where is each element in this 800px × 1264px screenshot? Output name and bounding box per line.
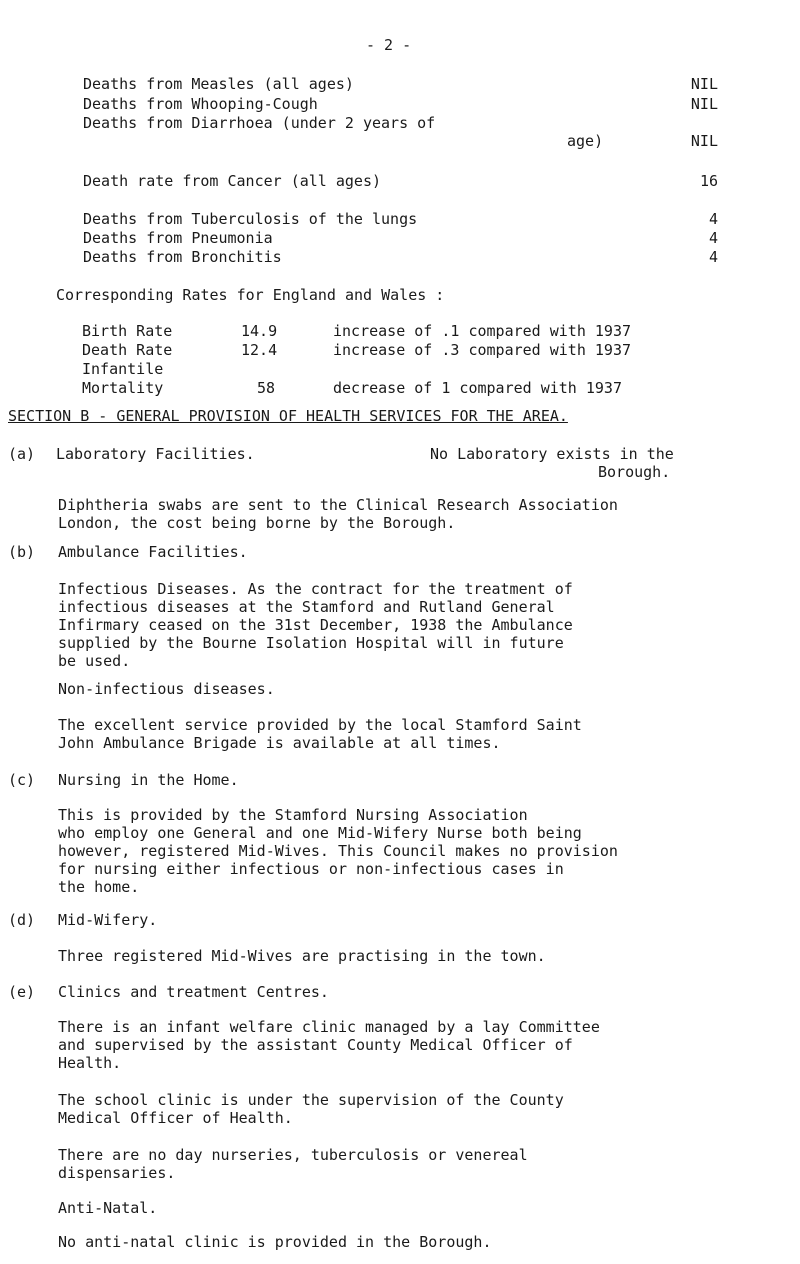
rate-label-death: Death Rate	[82, 341, 173, 359]
item-letter-b: (b)	[8, 543, 36, 561]
nursing-paragraph: This is provided by the Stamford Nursing Association who employ one General and one Mid-Wifery Nurse both being however, registered Mid-Wives. This Council makes no provision for nursing either infectious or non-infectious cases in the home.	[58, 806, 618, 896]
anti-natal-paragraph: No anti-natal clinic is provided in the Borough.	[58, 1233, 492, 1251]
midwifery-title: Mid-Wifery.	[58, 911, 158, 929]
rate-note-mortality: decrease of 1 compared with 1937	[333, 379, 622, 397]
rate-label-mortality: Mortality	[82, 379, 164, 397]
rate-value-death: 12.4	[241, 341, 278, 359]
ambulance-title: Ambulance Facilities.	[58, 543, 248, 561]
infant-welfare-paragraph: There is an infant welfare clinic managed by a lay Committee and supervised by the assistant County Medical Officer of Health.	[58, 1018, 600, 1072]
laboratory-title: Laboratory Facilities.	[56, 445, 255, 463]
stat-label-measles: Deaths from Measles (all ages)	[83, 75, 354, 93]
diphtheria-paragraph: Diphtheria swabs are sent to the Clinical Research Association London, the cost being borne by the Borough.	[58, 496, 618, 532]
anti-natal-title: Anti-Natal.	[58, 1199, 158, 1217]
item-letter-d: (d)	[8, 911, 36, 929]
stat-label-tuberculosis: Deaths from Tuberculosis of the lungs	[83, 210, 418, 228]
non-infectious-title: Non-infectious diseases.	[58, 680, 275, 698]
stat-value-tuberculosis: 4	[708, 210, 718, 228]
stat-label-diarrhoea-cont: age)	[567, 132, 604, 150]
rate-note-death: increase of .3 compared with 1937	[333, 341, 632, 359]
rate-label-birth: Birth Rate	[82, 322, 173, 340]
item-letter-e: (e)	[8, 983, 36, 1001]
item-letter-c: (c)	[8, 771, 36, 789]
rate-label-infantile: Infantile	[82, 360, 164, 378]
section-title: SECTION B - GENERAL PROVISION OF HEALTH SERVICES FOR THE AREA.	[8, 407, 568, 425]
rate-note-birth: increase of .1 compared with 1937	[333, 322, 632, 340]
stat-value-bronchitis: 4	[708, 248, 718, 266]
stat-value-pneumonia: 4	[708, 229, 718, 247]
rate-value-birth: 14.9	[241, 322, 278, 340]
stat-value-diarrhoea: NIL	[690, 132, 718, 150]
stat-label-pneumonia: Deaths from Pneumonia	[83, 229, 273, 247]
stat-label-cancer: Death rate from Cancer (all ages)	[83, 172, 382, 190]
laboratory-note-borough: Borough.	[598, 463, 671, 481]
rate-value-mortality: 58	[257, 379, 276, 397]
item-letter-a: (a)	[8, 445, 36, 463]
ambulance-brigade-paragraph: The excellent service provided by the local Stamford Saint John Ambulance Brigade is available at all times.	[58, 716, 582, 752]
stat-label-whooping-cough: Deaths from Whooping-Cough	[83, 95, 318, 113]
stat-value-cancer: 16	[699, 172, 718, 190]
school-clinic-paragraph: The school clinic is under the supervision of the County Medical Officer of Health.	[58, 1091, 564, 1127]
stat-label-diarrhoea: Deaths from Diarrhoea (under 2 years of	[83, 114, 436, 132]
infectious-diseases-paragraph: Infectious Diseases. As the contract for the treatment of infectious diseases at the Stamford and Rutland General Infirmary ceased on the 31st December, 1938 the Ambulance supplied by the Bourne Isolation Hospital will in future be used.	[58, 580, 573, 670]
clinics-title: Clinics and treatment Centres.	[58, 983, 329, 1001]
midwifery-paragraph: Three registered Mid-Wives are practising in the town.	[58, 947, 546, 965]
page-number: - 2 -	[366, 36, 412, 54]
stat-value-measles: NIL	[690, 75, 718, 93]
nursing-title: Nursing in the Home.	[58, 771, 239, 789]
corresponding-heading: Corresponding Rates for England and Wales :	[56, 286, 445, 304]
stat-label-bronchitis: Deaths from Bronchitis	[83, 248, 282, 266]
stat-value-whooping-cough: NIL	[690, 95, 718, 113]
laboratory-note: No Laboratory exists in the	[430, 445, 674, 463]
no-nurseries-paragraph: There are no day nurseries, tuberculosis or venereal dispensaries.	[58, 1146, 528, 1182]
